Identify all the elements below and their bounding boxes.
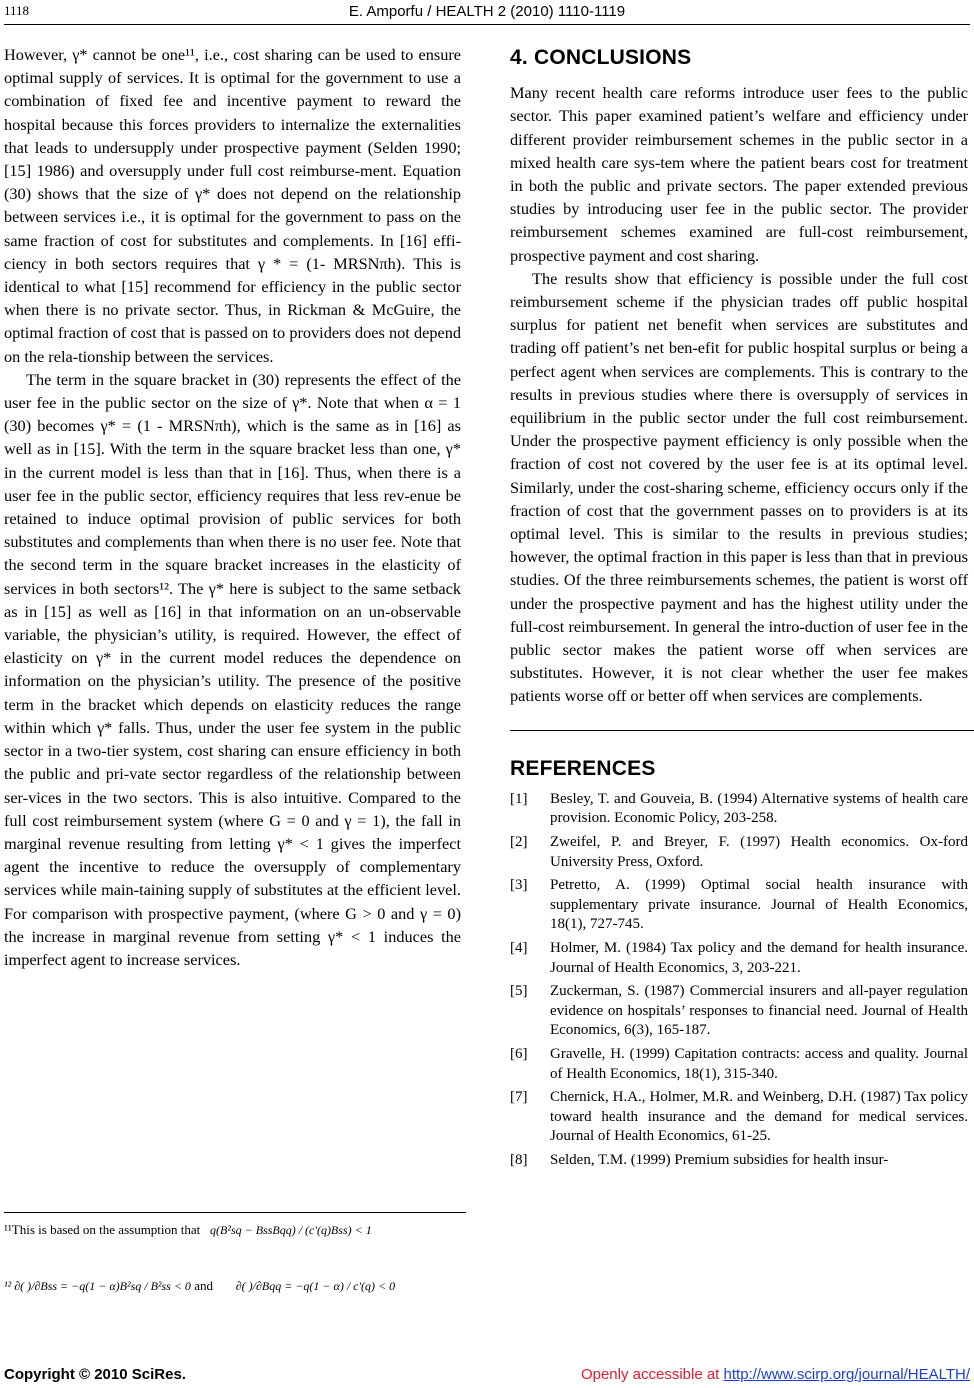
footnote-12-formula-2: ∂( )/∂Bqq = −q(1 − α) / c'(q) < 0: [235, 1279, 396, 1293]
reference-list: [510, 790, 968, 1171]
footnote-12-formula-1: ¹² ∂( )/∂Bss = −q(1 − α)B²sq / B²ss < 0: [4, 1279, 191, 1293]
copyright-notice: Copyright © 2010 SciRes.: [4, 1366, 186, 1383]
footnote-11-text: ¹¹This is based on the assumption that: [4, 1222, 201, 1237]
reference-number: [2]: [510, 834, 528, 851]
reference-number: [3]: [510, 877, 528, 894]
reference-text: Petretto, A. (1999) Optimal social health insurance with supplementary private insurance. Journal of Health Economics, 18(1), 727-745.: [550, 877, 968, 933]
footnote-12-and: and: [194, 1278, 213, 1293]
open-access-notice: [581, 1366, 970, 1383]
reference-item: [510, 1088, 968, 1147]
body-paragraph: Many recent health care reforms introduce user fees to the public sector. This paper examined patient’s welfare and efficiency under different provider reimbursement schemes in the public sector in a mixed health care sys-tem where the patient bears cost for treatment in both the public and private sectors. The paper extended previous studies by introducing user fee in the public sector. The provider reimbursement schemes examined are full-cost reimbursement, prospective payment and cost sharing.: [510, 83, 968, 265]
reference-text: Selden, T.M. (1999) Premium subsidies for health insur-: [550, 1151, 889, 1168]
footnote-rule: [4, 1212, 466, 1213]
reference-number: [5]: [510, 983, 528, 1000]
section-rule: [510, 730, 974, 731]
reference-item: [510, 939, 968, 978]
right-column: [510, 43, 968, 1175]
journal-url-link[interactable]: http://www.scirp.org/journal/HEALTH/: [723, 1366, 970, 1383]
page-header: [0, 0, 974, 22]
reference-item: [510, 1045, 968, 1084]
reference-item: [510, 833, 968, 872]
left-column: [4, 43, 461, 971]
reference-text: Besley, T. and Gouveia, B. (1994) Alternative systems of health care provision. Economic Policy, 203-258.: [550, 790, 968, 827]
reference-number: [1]: [510, 790, 528, 807]
body-paragraph: However, γ* cannot be one¹¹, i.e., cost sharing can be used to ensure optimal supply of services. It is optimal for the government to use a combination of fixed fee and incentive payment to reward the hospital because this forces providers to internalize the externalities that leads to undersupply under prospective payment (Selden 1990; [15] 1986) and oversupply under full cost reimburse-ment. Equation (30) shows that the size of γ* does not depend on the relationship between services i.e., it is optimal for the government to pass on the same fraction of cost for substitutes and complements. In [16] effi-ciency in both sectors requires that γ * = (1- MRSNπh). This is identical to what [15] recommend for efficiency in the public sector when there is no private sector. Thus, in Rickman & McGuire, the optimal fraction of cost that is passed on to providers does not depend on the rela-tionship between the services.: [4, 45, 461, 366]
references-heading: REFERENCES: [510, 756, 656, 780]
reference-text: Holmer, M. (1984) Tax policy and the demand for health insurance. Journal of Health Economics, 3, 203-221.: [550, 940, 968, 976]
reference-number: [7]: [510, 1089, 528, 1106]
reference-number: [6]: [510, 1046, 528, 1063]
journal-citation: E. Amporfu / HEALTH 2 (2010) 1110-1119: [348, 3, 626, 20]
open-access-label: Openly accessible at: [580, 1366, 720, 1383]
reference-text: Gravelle, H. (1999) Capitation contracts: access and quality. Journal of Health Economics, 18(1), 315-340.: [550, 1046, 968, 1082]
reference-number: [8]: [510, 1151, 528, 1168]
header-rule: [4, 24, 970, 25]
page-number: 1118: [4, 3, 30, 18]
reference-item: [510, 876, 968, 935]
body-paragraph: The term in the square bracket in (30) represents the effect of the user fee in the public sector on the size of γ*. Note that when α = 1 (30) becomes γ* = (1 - MRSNπh), which is the same as in [16] as well as in [15]. With the term in the square bracket less than one, γ* in the current model is less than that in [16]. Thus, when there is a user fee in the public sector, efficiency requires that less rev-enue be retained to induce optimal provision of public services for both substitutes and complements than when there is no user fee. Note that the second term in the square bracket increases in the elasticity of services in both sectors¹². The γ* here is subject to the same setback as in [15] as well as [16] in that information on an un-observable variable, the physician’s utility, is required. However, the effect of elasticity on γ* in the current model reduces the dependence on information on the physician’s utility. The presence of the positive term in the bracket which depends on elasticity reduces the range within which γ* falls. Thus, under the user fee system in the public sector in a two-tier system, cost sharing can ensure efficiency in both the public and pri-vate sector regardless of the relationship between ser-vices in the two sectors. This is also intuitive. Compared to the full cost reimbursement system (where G = 0 and γ = 1), the fall in marginal revenue resulting from letting γ* < 1 gives the imperfect agent the incentive to reduce the oversupply of complementary services while main-taining supply of substitutes at the efficient level. For comparison with prospective payment, (where G > 0 and γ = 0) the increase in marginal revenue from setting γ* < 1 induces the imperfect agent to increase services.: [4, 369, 461, 969]
reference-text: Chernick, H.A., Holmer, M.R. and Weinberg, D.H. (1987) Tax policy toward health insurance and the demand for medical services. Journal of Health Economics, 61-25.: [550, 1089, 968, 1145]
conclusions-heading: 4. CONCLUSIONS: [510, 46, 692, 69]
footnote-11: [4, 1222, 372, 1238]
footnote-11-formula: q(B²sq − BssBqq) / (c'(q)Bss) < 1: [210, 1223, 372, 1237]
reference-item: [510, 1151, 968, 1171]
reference-item: [510, 982, 968, 1041]
reference-item: [510, 790, 968, 829]
reference-text: Zuckerman, S. (1987) Commercial insurers and all-payer regulation evidence on hospitals’ responses to financial need. Journal of Health Economics, 6(3), 165-187.: [550, 983, 968, 1039]
footnote-12: [4, 1278, 395, 1294]
body-paragraph: The results show that efficiency is possible under the full cost reimbursement scheme if the physician trades off public hospital surplus for patient net benefit when services are substitutes and trading off patient’s net ben-efit for public hospital surplus or being a perfect agent when services are complements. This is contrary to the results in previous studies where there is oversupply of services in equilibrium in the public sector under the full cost reimbursement. Under the prospective payment efficiency is only possible when the fraction of cost not covered by the user fee is at its optimal level. Similarly, under the cost-sharing scheme, efficiency occurs only if the fraction of cost that the government passes on to providers is at its optimal level. This is similar to the results in previous studies; however, the optimal fraction in this paper is less than that in previous studies. Of the three reimbursements schemes, the patient is worst off under the prospective payment and has the highest utility under the full-cost reimbursement. In general the intro-duction of user fee in the public sector makes the patient worse off when services are substitutes. However, it is not clear whether the user fee makes patients worse off or better off when services are complements.: [510, 268, 968, 706]
reference-number: [4]: [510, 940, 528, 957]
reference-text: Zweifel, P. and Breyer, F. (1997) Health economics. Ox-ford University Press, Oxford.: [550, 834, 968, 870]
